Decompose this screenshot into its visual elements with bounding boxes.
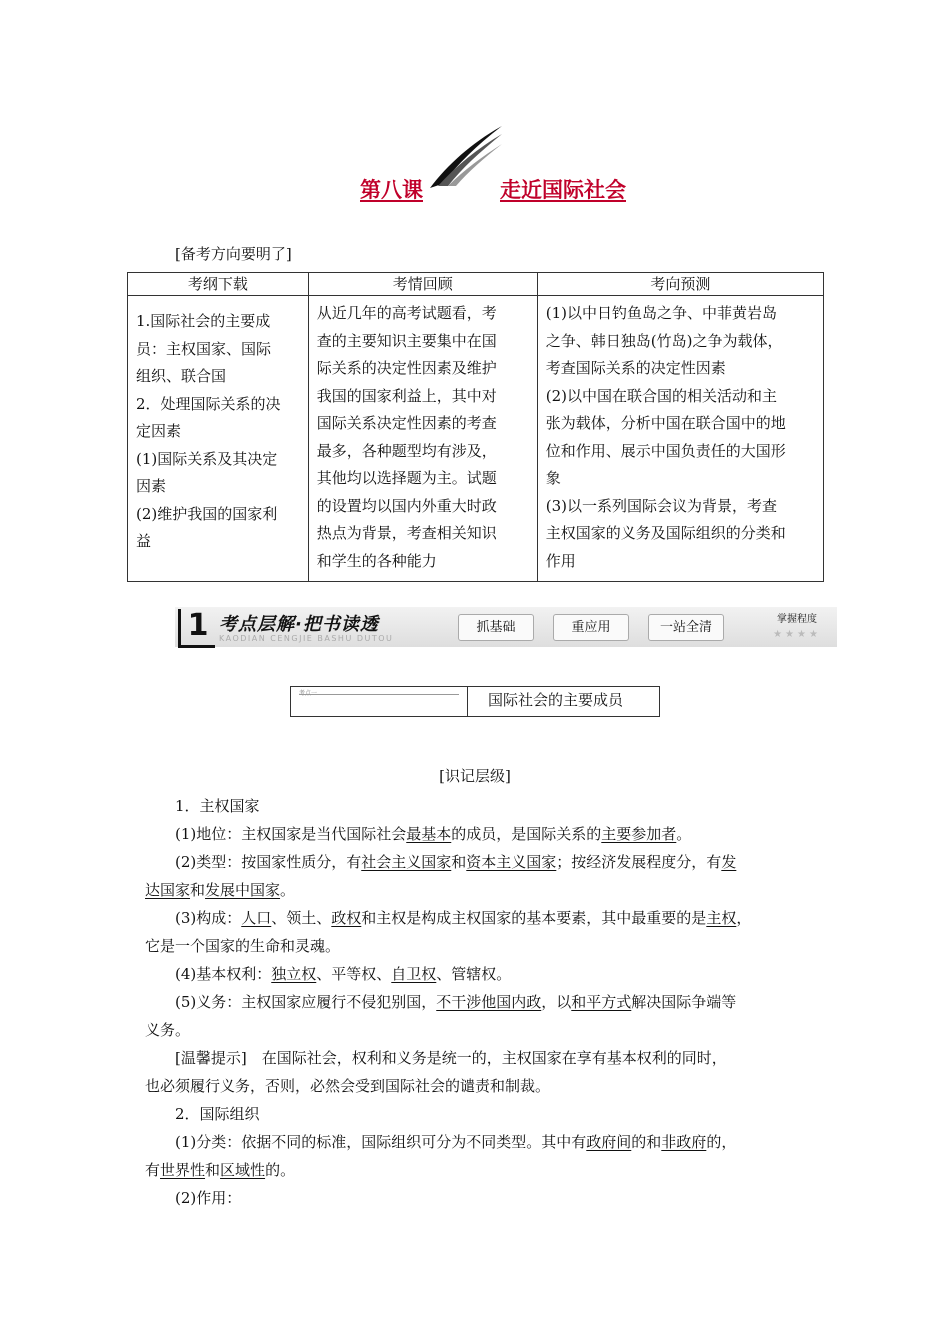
- topic-tag-cell: [291, 687, 468, 716]
- basics-button[interactable]: 抓基础: [458, 614, 534, 641]
- header-forecast: 考向预测: [537, 273, 823, 296]
- cell-line: 定因素: [136, 422, 182, 440]
- text-span: ，: [736, 909, 752, 927]
- review-cell: [308, 296, 537, 582]
- paragraph-line: [145, 1159, 295, 1180]
- paragraph-line: 义务。: [145, 1021, 191, 1039]
- mastery-label: 掌握程度: [777, 614, 817, 625]
- key-term: 发: [721, 853, 737, 871]
- key-term: 达国家: [145, 881, 191, 899]
- cell-line: 因素: [136, 477, 167, 495]
- cell-line: 益: [136, 532, 152, 550]
- key-term: 发展中国家: [205, 881, 281, 899]
- banner-subtitle: KAODIAN CENGJIE BASHU DUTOU: [219, 634, 394, 643]
- banner-number: 1: [178, 609, 215, 648]
- cell-line: 位和作用、展示中国负责任的大国形: [545, 441, 786, 460]
- lesson-title: 走近国际社会: [500, 178, 626, 202]
- cell-line: 组织、联合国: [136, 367, 227, 385]
- cell-line: (2)维护我国的国家利: [136, 504, 278, 523]
- tip-line: 也必须履行义务，否则，必然会受到国际社会的谴责和制裁。: [145, 1077, 551, 1095]
- tip-line: [温馨提示] 在国际社会，权利和义务是统一的，主权国家在享有基本权利的同时，: [175, 1049, 727, 1067]
- text-span: 。: [280, 881, 296, 899]
- cell-line: 我国的国家利益上，其中对: [316, 386, 497, 405]
- text-span: 的，: [706, 1133, 737, 1151]
- forecast-cell: [537, 296, 823, 582]
- all-clear-button[interactable]: 一站全清: [648, 614, 724, 641]
- key-term: 世界性: [160, 1161, 206, 1179]
- text-span: ；按经济发展程度分，有: [556, 853, 722, 871]
- cell-line: 之争、韩日独岛(竹岛)之争为载体，: [545, 331, 783, 350]
- key-term: 非政府: [661, 1133, 707, 1151]
- section-banner: [175, 607, 837, 647]
- paragraph-line: [175, 963, 511, 984]
- text-span: 有: [145, 1161, 161, 1179]
- key-term: 资本主义国家: [466, 853, 557, 871]
- text-span: (3)构成：: [175, 909, 242, 927]
- text-span: 、平等权、: [316, 965, 392, 983]
- title-row: [0, 120, 950, 210]
- header-syllabus: 考纲下载: [128, 273, 309, 296]
- text-span: 的和: [631, 1133, 662, 1151]
- section-label: [备考方向要明了]: [175, 245, 292, 263]
- cell-line: 的设置均以国内外重大时政: [316, 496, 497, 515]
- cell-line: 查的主要知识主要集中在国: [316, 331, 497, 350]
- text-span: (2)类型：按国家性质分，有: [175, 853, 362, 871]
- mastery-indicator: [761, 610, 833, 644]
- text-span: 、管辖权。: [436, 965, 512, 983]
- text-span: (1)分类：依据不同的标准，国际组织可分为不同类型。其中有: [175, 1133, 587, 1151]
- cell-line: 张为载体，分析中国在联合国中的地: [545, 414, 786, 432]
- paragraph-line: [175, 823, 691, 844]
- text-span: 、领土、: [271, 909, 332, 927]
- cell-line: 国际关系决定性因素的考查: [316, 414, 497, 432]
- heading-international-org: 2．国际组织: [175, 1105, 260, 1123]
- paragraph-line: 它是一个国家的生命和灵魂。: [145, 937, 341, 955]
- text-span: 解决国际争端等: [631, 993, 737, 1011]
- key-term: 和平方式: [571, 993, 632, 1011]
- heading-sovereign-state: 1．主权国家: [175, 797, 260, 815]
- level-label: [识记层级]: [439, 767, 511, 785]
- topic-title: 国际社会的主要成员: [488, 691, 624, 709]
- swoosh-decoration-icon: [428, 124, 504, 190]
- text-span: 。: [676, 825, 692, 843]
- paragraph-line: (2)作用：: [175, 1189, 242, 1207]
- key-term: 政府间: [586, 1133, 632, 1151]
- cell-line: (1)以中日钓鱼岛之争、中菲黄岩岛: [545, 304, 777, 322]
- cell-line: 从近几年的高考试题看，考: [316, 304, 497, 322]
- header-review: 考情回顾: [308, 273, 537, 296]
- cell-line: 象: [545, 469, 561, 487]
- cell-line: 作用: [545, 551, 576, 570]
- topic-divider: [299, 694, 459, 695]
- lesson-number: 第八课: [360, 178, 423, 202]
- cell-line: 和学生的各种能力: [316, 551, 437, 570]
- cell-line: 热点为背景，考查相关知识: [316, 524, 497, 542]
- paragraph-line: [175, 851, 736, 872]
- text-span: ，以: [541, 993, 572, 1011]
- cell-line: 2．处理国际关系的决: [136, 394, 281, 413]
- cell-line: 最多，各种题型均有涉及，: [316, 441, 497, 460]
- key-term: 政权: [331, 909, 362, 927]
- text-span: 和主权是构成主权国家的基本要素，其中最重要的是: [361, 909, 707, 927]
- cell-line: 主权国家的义务及国际组织的分类和: [545, 524, 786, 542]
- key-term: 主权: [706, 909, 737, 927]
- text-span: (1)地位：主权国家是当代国际社会: [175, 825, 407, 843]
- key-term: 人口: [241, 909, 272, 927]
- paragraph-line: [175, 1131, 736, 1152]
- text-span: 和: [205, 1161, 221, 1179]
- cell-line: 员：主权国家、国际: [136, 339, 272, 358]
- topic-tag: 考点一: [299, 690, 318, 697]
- text-span: (4)基本权利：: [175, 965, 272, 983]
- paragraph-line: [175, 907, 751, 928]
- paragraph-line: [145, 879, 295, 900]
- key-term: 区域性: [220, 1161, 266, 1179]
- banner-title: 考点层解·把书读透: [219, 614, 379, 635]
- cell-line: 际关系的决定性因素及维护: [316, 359, 497, 377]
- star-rating-icon: ★★★★: [773, 629, 821, 640]
- key-term: 自卫权: [391, 965, 437, 983]
- application-button[interactable]: 重应用: [553, 614, 629, 641]
- syllabus-cell: [128, 296, 309, 582]
- text-span: (5)义务：主权国家应履行不侵犯别国，: [175, 993, 437, 1011]
- text-span: 和: [190, 881, 206, 899]
- paragraph-line: [175, 991, 736, 1012]
- cell-line: (2)以中国在联合国的相关活动和主: [545, 386, 777, 405]
- key-term: 最基本: [406, 825, 452, 843]
- key-term: 社会主义国家: [361, 853, 452, 871]
- overview-table: [127, 272, 824, 582]
- key-term: 不干涉他国内政: [436, 993, 542, 1011]
- cell-line: 其他均以选择题为主。试题: [316, 469, 497, 487]
- cell-line: 考查国际关系的决定性因素: [545, 359, 726, 377]
- cell-line: (1)国际关系及其决定: [136, 449, 278, 468]
- cell-line: (3)以一系列国际会议为背景，考查: [545, 496, 777, 515]
- text-span: 的。: [265, 1161, 296, 1179]
- text-span: 和: [451, 853, 467, 871]
- topic-box: [290, 686, 660, 717]
- key-term: 独立权: [271, 965, 317, 983]
- key-term: 主要参加者: [601, 825, 677, 843]
- text-span: 的成员，是国际关系的: [451, 825, 602, 843]
- cell-line: 1.国际社会的主要成: [136, 312, 271, 330]
